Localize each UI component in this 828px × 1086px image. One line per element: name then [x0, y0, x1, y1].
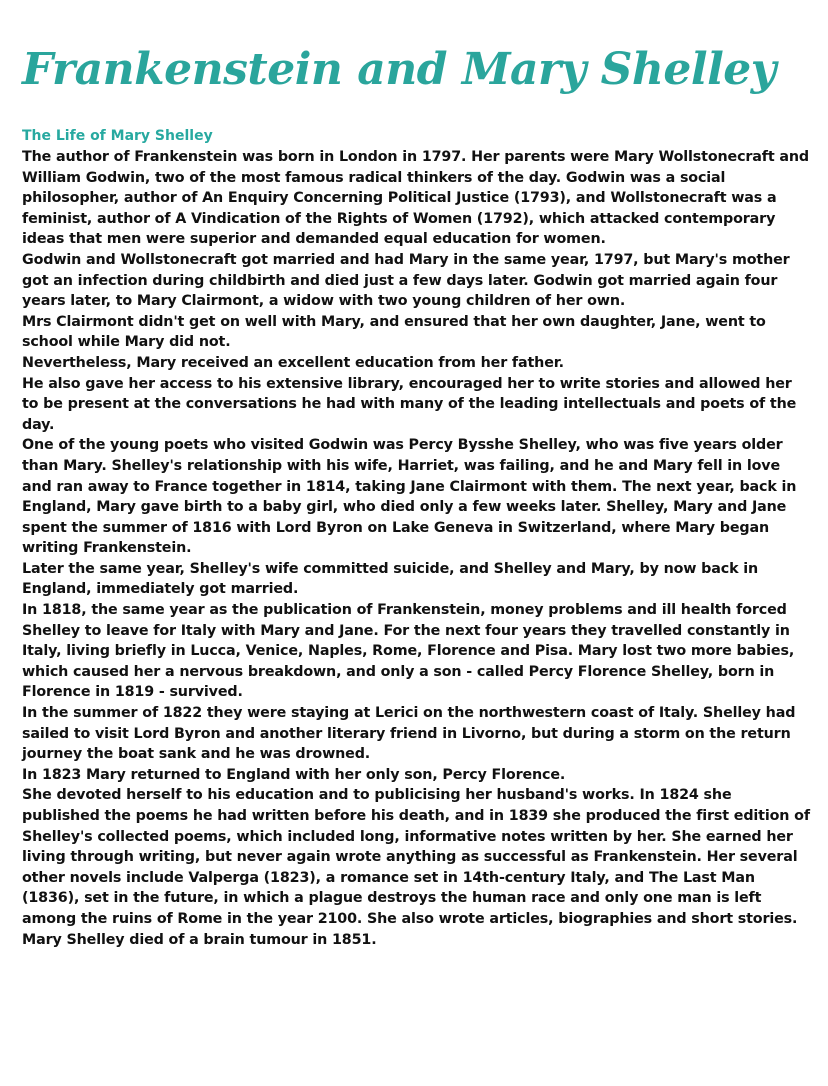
paragraph: Godwin and Wollstonecraft got married and had Mary in the same year, 1797, but Mary's mother got an infection during childbirth and died just a few days later. Godwin got married again four years later, to Mary Clairmont, a widow with two young children of her own.: [22, 251, 790, 310]
paragraph: One of the young poets who visited Godwin was Percy Bysshe Shelley, who was five years older than Mary. Shelley's relationship with his wife, Harriet, was failing, and he and Mary fell in love and ran away to France together in 1814, taking Jane Clairmont with them. The next year, back in England, Mary gave birth to a baby girl, who died only a few weeks later. Shelley, Mary and Jane spent the summer of 1816 with Lord Byron on Lake Geneva in Switzerland, where Mary began writing Frankenstein.: [22, 437, 797, 557]
body-text: [22, 147, 812, 950]
paragraph: Later the same year, Shelley's wife committed suicide, and Shelley and Mary, by now back in England, immediately got married.: [22, 560, 759, 598]
paragraph: Nevertheless, Mary received an excellent education from her father.: [22, 354, 564, 371]
paragraph: In 1823 Mary returned to England with her only son, Percy Florence.: [22, 766, 566, 783]
paragraph: The author of Frankenstein was born in London in 1797. Her parents were Mary Wollstonecraft and William Godwin, two of the most famous radical thinkers of the day. Godwin was a social philosopher, author of An Enquiry Concerning Political Justice (1793), and Wollstonecraft was a feminist, author of A Vindication of the Rights of Women (1792), which attacked contemporary ideas that men were superior and demanded equal education for women.: [22, 149, 809, 248]
paragraph: In the summer of 1822 they were staying at Lerici on the northwestern coast of Italy. Shelley had sailed to visit Lord Byron and another literary friend in Livorno, but during a storm on the return journey the boat sank and he was drowned.: [22, 705, 796, 763]
paragraph: In 1818, the same year as the publication of Frankenstein, money problems and ill health forced Shelley to leave for Italy with Mary and Jane. For the next four years they travelled constantly in Italy, living briefly in Lucca, Venice, Naples, Rome, Florence and Pisa. Mary lost two more babies, which caused her a nervous breakdown, and only a son - called Percy Florence Shelley, born in Florence in 1819 - survived.: [22, 602, 795, 701]
page-title: Frankenstein and Mary Shelley: [22, 44, 776, 95]
section-heading: The Life of Mary Shelley: [22, 128, 213, 144]
paragraph: Mrs Clairmont didn't get on well with Mary, and ensured that her own daughter, Jane, went to school while Mary did not.: [22, 313, 766, 351]
paragraph: She devoted herself to his education and to publicising her husband's works. In 1824 she published the poems he had written before his death, and in 1839 she produced the first edition of Shelley's collected poems, which included long, informative notes written by her. She earned her living through writing, but never again wrote anything as successful as Frankenstein. Her several other novels include Valperga (1823), a romance set in 14th-century Italy, and The Last Man (1836), set in the future, in which a plague destroys the human race and only one man is left among the ruins of Rome in the year 2100. She also wrote articles, biographies and short stories.: [22, 787, 810, 927]
paragraph: Mary Shelley died of a brain tumour in 1851.: [22, 931, 377, 948]
paragraph: He also gave her access to his extensive library, encouraged her to write stories and allowed her to be present at the conversations he had with many of the leading intellectuals and poets of the day.: [22, 375, 797, 433]
